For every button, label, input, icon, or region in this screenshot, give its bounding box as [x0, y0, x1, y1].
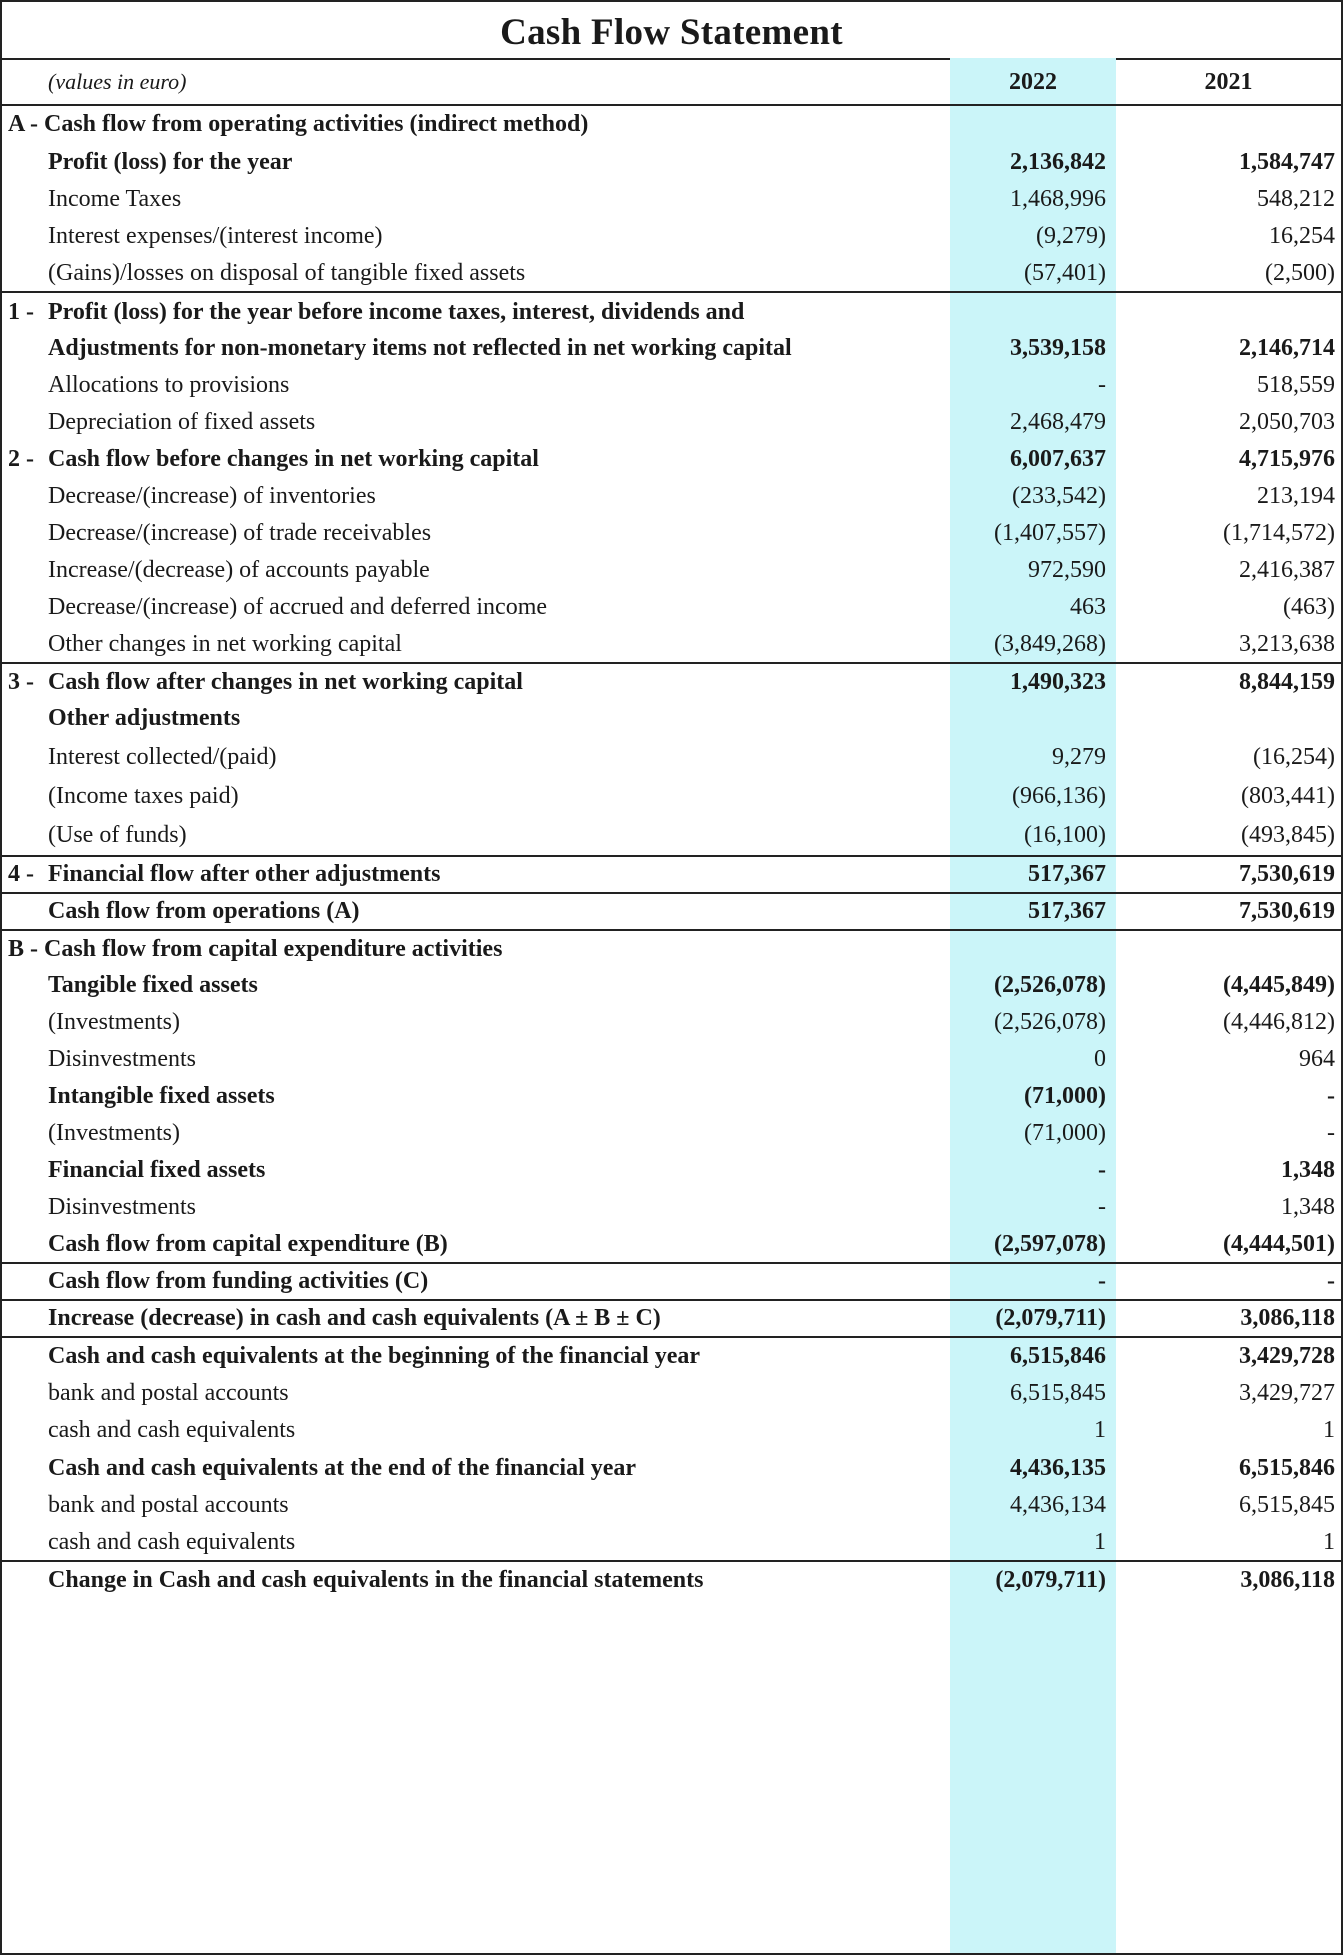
value-2022: (71,000) — [1024, 1083, 1106, 1109]
table-row — [2, 143, 1341, 181]
value-2021: - — [1327, 1120, 1335, 1146]
table-row — [2, 663, 1341, 700]
row-label — [2, 1524, 950, 1561]
value-2022: (1,407,557) — [994, 520, 1106, 546]
row-label — [2, 1078, 950, 1115]
value-2022: (71,000) — [1024, 1120, 1106, 1146]
row-label-text: Change in Cash and cash equivalents in the financial statements — [48, 1566, 704, 1593]
table-row — [2, 893, 1341, 930]
value-2022: (57,401) — [1024, 259, 1106, 286]
row-label-text: Other adjustments — [48, 705, 241, 731]
row-label-text: Cash flow from funding activities (C) — [48, 1268, 429, 1294]
values-note: (values in euro) — [48, 69, 187, 94]
value-2021: 1,348 — [1281, 1157, 1335, 1183]
row-label-text: Cash flow from capital expenditure (B) — [48, 1230, 448, 1257]
row-label — [2, 143, 950, 181]
table-row — [2, 967, 1341, 1004]
row-number: 2 - — [8, 446, 34, 472]
value-2022: 1,468,996 — [1010, 186, 1106, 212]
page-title: Cash Flow Statement — [2, 2, 1341, 60]
row-label-text: Disinvestments — [48, 1046, 196, 1072]
value-2022: 6,515,846 — [950, 1337, 1116, 1375]
table-row — [2, 1449, 1341, 1487]
row-label-text: cash and cash equivalents — [48, 1417, 296, 1443]
value-2021: 213,194 — [1257, 483, 1335, 509]
row-label-text: Cash flow before changes in net working capital — [48, 446, 539, 472]
row-label-block — [48, 294, 792, 366]
row-label — [2, 292, 950, 366]
table-row — [2, 1487, 1341, 1524]
row-label-text: (Investments) — [48, 1009, 180, 1035]
value-2022: 2,136,842 — [1010, 148, 1106, 175]
row-label-text: Decrease/(increase) of accrued and deferred income — [48, 594, 548, 620]
row-label-text: Financial fixed assets — [48, 1157, 266, 1183]
row-label — [2, 1412, 950, 1449]
row-label-text: bank and postal accounts — [48, 1492, 289, 1518]
value-2022: (2,526,078) — [994, 1009, 1106, 1035]
row-label-text: Tangible fixed assets — [48, 972, 258, 998]
value-2022: (9,279) — [1036, 223, 1106, 249]
row-label — [2, 1449, 950, 1487]
row-label — [2, 663, 950, 700]
value-2022: 9,279 — [1052, 744, 1106, 770]
row-number: 4 - — [8, 861, 34, 887]
value-2021: (4,446,812) — [1223, 1009, 1335, 1035]
row-label — [2, 105, 950, 143]
row-label-text: Interest collected/(paid) — [48, 744, 277, 770]
value-2022: 4,436,134 — [1010, 1492, 1106, 1518]
row-label — [2, 1561, 950, 1598]
row-label — [2, 856, 950, 893]
row-label-text: A - Cash flow from operating activities (indirect method) — [8, 111, 589, 137]
row-label-text: Depreciation of fixed assets — [48, 409, 316, 435]
row-label-text: cash and cash equivalents — [48, 1528, 296, 1555]
row-number: 1 - — [8, 298, 34, 325]
row-label — [2, 255, 950, 292]
value-2021: (16,254) — [1253, 744, 1335, 770]
value-2022: (2,079,711) — [950, 1300, 1116, 1337]
row-label — [2, 552, 950, 589]
row-label-text: (Gains)/losses on disposal of tangible fixed assets — [48, 259, 526, 286]
value-2022: 972,590 — [1028, 557, 1106, 583]
value-2021: - — [1327, 1083, 1335, 1109]
row-label — [2, 893, 950, 930]
table-row — [2, 737, 1341, 778]
value-2022: (3,849,268) — [994, 630, 1106, 657]
year-2021-header: 2021 — [1204, 68, 1253, 95]
table-row — [2, 1004, 1341, 1041]
value-2021: 4,715,976 — [1239, 446, 1335, 472]
value-2022: 0 — [1094, 1046, 1106, 1072]
table-row — [2, 1561, 1341, 1598]
table-row — [2, 700, 1341, 737]
row-label — [2, 967, 950, 1004]
row-label — [2, 1487, 950, 1524]
row-label-text: Profit (loss) for the year — [48, 148, 293, 175]
row-label — [2, 1300, 950, 1337]
row-label — [2, 1152, 950, 1189]
value-2021 — [1116, 700, 1341, 737]
table-row — [2, 255, 1341, 292]
row-label-text: bank and postal accounts — [48, 1380, 289, 1406]
value-2022: - — [1098, 1194, 1106, 1220]
value-2021: 3,086,118 — [1116, 1561, 1341, 1598]
row-label — [2, 626, 950, 663]
value-2022 — [950, 700, 1116, 737]
row-label-text: B - Cash flow from capital expenditure activities — [8, 935, 503, 962]
table-row — [2, 815, 1341, 856]
year-2022-header: 2022 — [1009, 68, 1057, 95]
table-row — [2, 366, 1341, 404]
row-label — [2, 815, 950, 856]
table-row — [2, 1524, 1341, 1561]
table-row — [2, 1375, 1341, 1412]
row-label — [2, 700, 950, 737]
row-label-text: Intangible fixed assets — [48, 1083, 275, 1109]
value-2021: 2,050,703 — [1239, 409, 1335, 435]
row-label — [2, 778, 950, 815]
header-row — [2, 60, 1341, 105]
row-label — [2, 930, 950, 967]
value-2021: 1,348 — [1281, 1194, 1335, 1220]
row-label-text-line2: Adjustments for non-monetary items not reflected in net working capital — [48, 334, 792, 361]
row-label-text: Disinvestments — [48, 1194, 196, 1220]
row-label — [2, 1041, 950, 1078]
table-row — [2, 292, 1341, 366]
value-2021: (1,714,572) — [1223, 520, 1335, 546]
row-label — [2, 1337, 950, 1375]
value-2021: (4,444,501) — [1223, 1230, 1335, 1257]
value-2022: 6,007,637 — [1010, 446, 1106, 472]
value-2022: 1 — [1094, 1417, 1106, 1443]
value-2021: (493,845) — [1241, 821, 1335, 848]
row-label — [2, 441, 950, 478]
value-2022: (2,079,711) — [950, 1561, 1116, 1598]
table-row — [2, 1300, 1341, 1337]
table-row — [2, 1115, 1341, 1152]
table-row — [2, 778, 1341, 815]
row-label — [2, 1263, 950, 1300]
row-label — [2, 589, 950, 626]
row-label-text: Interest expenses/(interest income) — [48, 223, 383, 249]
table-row — [2, 856, 1341, 893]
row-label-text: Profit (loss) for the year before income taxes, interest, dividends and — [48, 298, 745, 325]
row-label-text: Income Taxes — [48, 186, 182, 212]
value-2021: 3,429,728 — [1116, 1337, 1341, 1375]
table-row — [2, 404, 1341, 441]
row-label — [2, 1189, 950, 1226]
value-2022: (233,542) — [1012, 483, 1106, 509]
value-2021: 16,254 — [1269, 223, 1335, 249]
table-row — [2, 105, 1341, 143]
value-2021: (463) — [1283, 594, 1335, 620]
table-row — [2, 515, 1341, 552]
table-row — [2, 1041, 1341, 1078]
value-2021: - — [1116, 1263, 1341, 1300]
row-label-text: Cash flow after changes in net working capital — [48, 668, 523, 695]
table-row — [2, 626, 1341, 663]
value-2022: 6,515,845 — [1010, 1380, 1106, 1406]
row-label-text: (Income taxes paid) — [48, 783, 239, 809]
value-2022: 1 — [1094, 1528, 1106, 1555]
value-2022: (2,526,078) — [994, 972, 1106, 998]
table-row — [2, 1226, 1341, 1263]
value-2021: 1 — [1323, 1528, 1335, 1555]
table-row — [2, 1412, 1341, 1449]
value-2021: 6,515,845 — [1239, 1492, 1335, 1518]
value-2021: 3,086,118 — [1116, 1300, 1341, 1337]
value-2022: - — [1098, 371, 1106, 398]
value-2022: 463 — [1070, 594, 1106, 620]
row-label — [2, 181, 950, 218]
row-label-text: Financial flow after other adjustments — [48, 861, 441, 887]
row-label-text: (Use of funds) — [48, 821, 187, 848]
row-label-text: Increase/(decrease) of accounts payable — [48, 557, 430, 583]
row-label-text: Cash and cash equivalents at the beginning of the financial year — [48, 1343, 701, 1369]
value-2021: (803,441) — [1241, 783, 1335, 809]
row-label-text: Decrease/(increase) of inventories — [48, 483, 376, 509]
value-2021: 518,559 — [1257, 371, 1335, 398]
row-label-text: Cash and cash equivalents at the end of the financial year — [48, 1454, 637, 1481]
table-row — [2, 1263, 1341, 1300]
row-label — [2, 1004, 950, 1041]
value-2021: 3,429,727 — [1239, 1380, 1335, 1406]
value-2021: 6,515,846 — [1239, 1454, 1335, 1481]
row-label-text: (Investments) — [48, 1120, 180, 1146]
value-2022 — [950, 930, 1116, 967]
row-label — [2, 1115, 950, 1152]
row-label-text: Other changes in net working capital — [48, 630, 402, 657]
row-number: 3 - — [8, 668, 34, 695]
table-row — [2, 478, 1341, 515]
value-2021: 964 — [1299, 1046, 1335, 1072]
table-row — [2, 1337, 1341, 1375]
value-2022: 517,367 — [950, 893, 1116, 930]
row-label-text: Cash flow from operations (A) — [48, 898, 360, 924]
table-row — [2, 589, 1341, 626]
row-label — [2, 218, 950, 255]
value-2022 — [950, 105, 1116, 143]
row-label — [2, 1226, 950, 1263]
value-2022: 517,367 — [950, 856, 1116, 893]
value-2022: (2,597,078) — [994, 1230, 1106, 1257]
value-2022: (16,100) — [1024, 821, 1106, 848]
value-2022: (966,136) — [1012, 783, 1106, 809]
value-2022: 3,539,158 — [950, 292, 1116, 366]
value-2021: 1 — [1323, 1417, 1335, 1443]
value-2022: 2,468,479 — [1010, 409, 1106, 435]
table-row — [2, 930, 1341, 967]
value-2021: 2,416,387 — [1239, 557, 1335, 583]
table-row — [2, 1189, 1341, 1226]
value-2021 — [1116, 930, 1341, 967]
value-2021: (4,445,849) — [1223, 972, 1335, 998]
value-2022: - — [1098, 1157, 1106, 1183]
value-2021: 1,584,747 — [1239, 148, 1335, 175]
value-2021: 548,212 — [1257, 186, 1335, 212]
value-2021: 3,213,638 — [1239, 630, 1335, 657]
table-row — [2, 181, 1341, 218]
table-row — [2, 218, 1341, 255]
row-label — [2, 366, 950, 404]
table-row — [2, 1152, 1341, 1189]
row-label-text: Allocations to provisions — [48, 371, 290, 398]
value-2021 — [1116, 105, 1341, 143]
table-row — [2, 441, 1341, 478]
row-label — [2, 515, 950, 552]
row-label-text: Decrease/(increase) of trade receivables — [48, 520, 432, 546]
value-2021: 7,530,619 — [1116, 893, 1341, 930]
cash-flow-body — [2, 60, 1341, 1598]
value-2021: 7,530,619 — [1116, 856, 1341, 893]
value-2021: (2,500) — [1265, 259, 1335, 286]
table-row — [2, 552, 1341, 589]
row-label — [2, 478, 950, 515]
table-row — [2, 1078, 1341, 1115]
row-label — [2, 737, 950, 778]
value-2022: 4,436,135 — [1010, 1454, 1106, 1481]
cash-flow-table — [2, 60, 1341, 1598]
value-2021: 8,844,159 — [1116, 663, 1341, 700]
row-label-text: Increase (decrease) in cash and cash equivalents (A ± B ± C) — [48, 1305, 661, 1331]
value-2022: - — [950, 1263, 1116, 1300]
value-2022: 1,490,323 — [950, 663, 1116, 700]
row-label — [2, 404, 950, 441]
value-2021: 2,146,714 — [1116, 292, 1341, 366]
row-label — [2, 1375, 950, 1412]
